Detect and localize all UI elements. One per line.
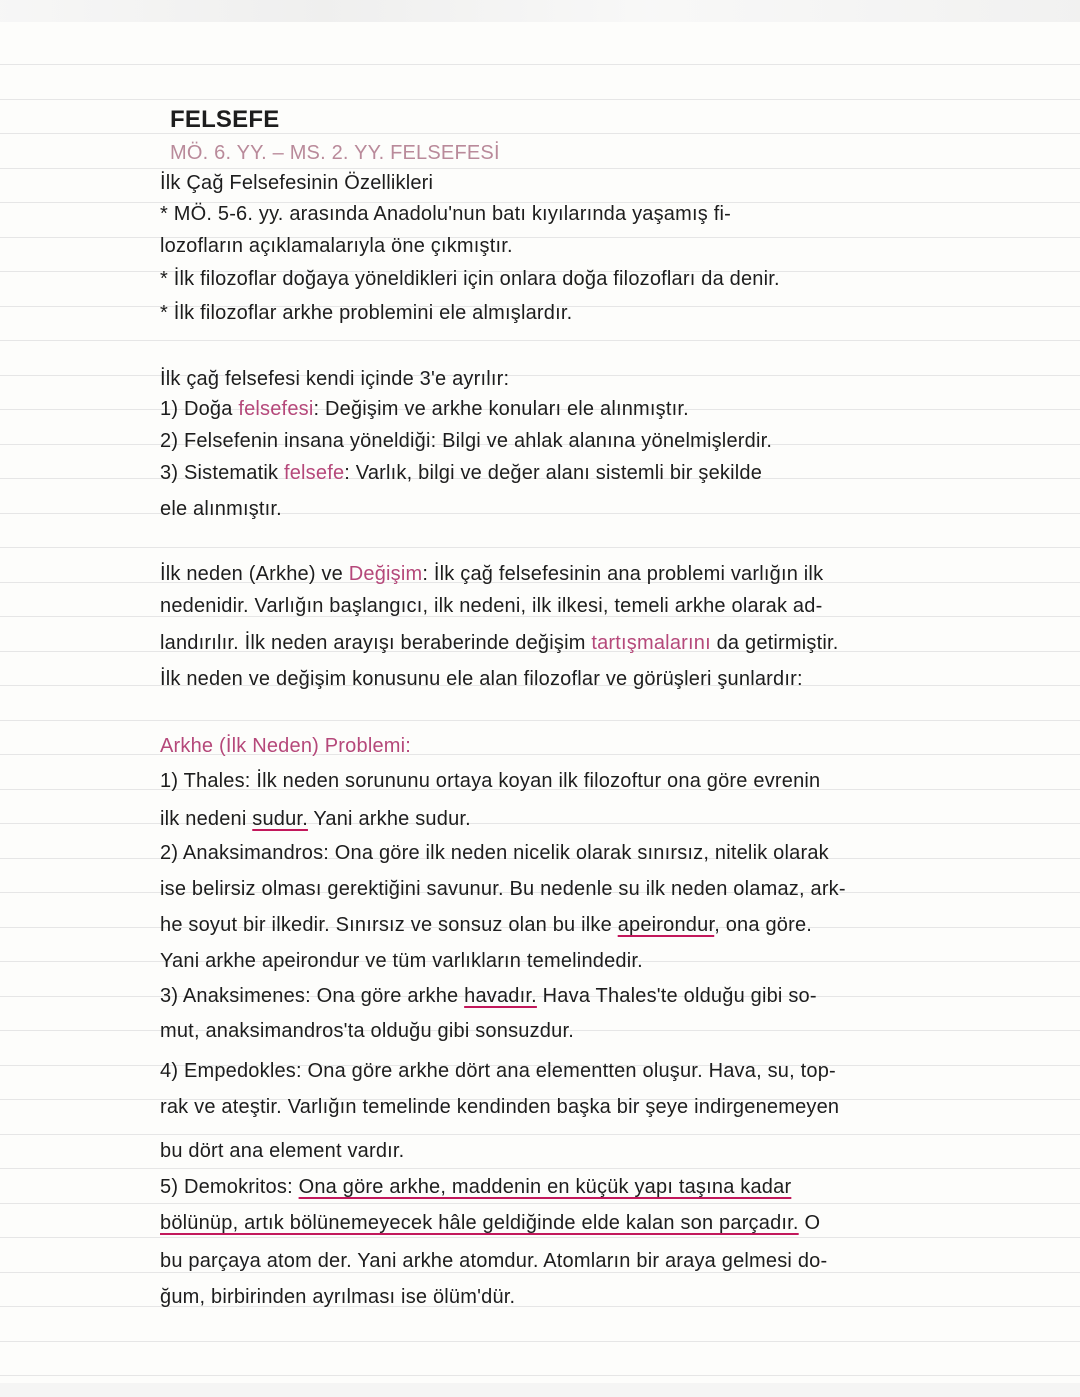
note-line <box>160 268 780 291</box>
note-line <box>160 914 812 937</box>
note-text: 1) Thales: İlk neden sorununu ortaya koyan ilk filozoftur ona göre evrenin <box>160 770 821 792</box>
note-line <box>160 1286 515 1309</box>
note-line <box>160 1060 836 1083</box>
note-line <box>160 770 820 793</box>
note-line <box>160 735 411 758</box>
note-text: felsefe <box>283 462 345 484</box>
note-text: * MÖ. 5-6. yy. arasında Anadolu'nun batı kıyılarında yaşamış fi- <box>160 203 731 225</box>
note-text: O <box>798 1212 821 1234</box>
rule-line <box>0 1203 1080 1204</box>
note-text: 5) Demokritos: <box>160 1176 299 1198</box>
rule-line <box>0 547 1080 548</box>
rule-line <box>0 64 1080 65</box>
note-line <box>160 172 433 195</box>
note-line <box>160 302 572 325</box>
note-line <box>160 498 282 521</box>
note-line <box>160 808 471 831</box>
underlined-text: havadır. <box>464 985 537 1007</box>
note-text: rak ve ateştir. Varlığın temelinde kendinden başka bir şeye indirgenemeyen <box>160 1096 840 1118</box>
note-text: felsefesi <box>238 398 314 420</box>
note-text: he soyut bir ilkedir. Sınırsız ve sonsuz olan bu ilke <box>160 914 618 936</box>
note-text: MÖ. 6. YY. – MS. 2. YY. FELSEFESİ <box>170 142 500 164</box>
note-text: : Değişim ve arkhe konuları ele alınmıştır. <box>313 398 689 420</box>
note-text: , ona göre. <box>714 914 813 936</box>
underlined-text: sudur. <box>252 808 308 830</box>
note-text: Yani arkhe apeirondur ve tüm varlıkların temelindedir. <box>160 950 643 972</box>
rule-line <box>0 1134 1080 1135</box>
scan-edge-top <box>0 0 1080 22</box>
note-line <box>160 1020 574 1043</box>
note-text: bu dört ana element vardır. <box>160 1140 405 1162</box>
note-text: * İlk filozoflar arkhe problemini ele almışlardır. <box>160 302 573 324</box>
rule-line <box>0 1168 1080 1169</box>
note-line <box>160 1212 820 1235</box>
rule-line <box>0 1375 1080 1376</box>
underlined-text: apeirondur <box>617 914 715 936</box>
note-text: 2) Felsefenin insana yöneldiği: Bilgi ve ahlak alanına yönelmişlerdir. <box>160 430 773 452</box>
note-line <box>160 1176 791 1199</box>
note-line <box>170 142 500 165</box>
note-text: mut, anaksimandros'ta olduğu gibi sonsuzdur. <box>160 1020 574 1042</box>
note-text: Arkhe (İlk Neden) Problemi: <box>160 735 412 757</box>
note-text: da getirmiştir. <box>710 632 839 654</box>
note-text: 4) Empedokles: Ona göre arkhe dört ana elementten oluşur. Hava, su, top- <box>160 1060 836 1082</box>
note-line <box>160 462 762 485</box>
note-text: : İlk çağ felsefesinin ana problemi varlığın ilk <box>422 563 824 585</box>
note-line <box>160 595 822 618</box>
note-text: İlk neden ve değişim konusunu ele alan filozoflar ve görüşleri şunlardır: <box>160 668 803 690</box>
note-text: tartışmalarını <box>591 632 711 654</box>
underlined-text: bölünüp, artık bölünemeyecek hâle geldiğinde elde kalan son parçadır. <box>160 1212 799 1234</box>
note-line <box>160 1250 827 1273</box>
page-title: FELSEFE <box>170 106 280 133</box>
rule-line <box>0 340 1080 341</box>
note-line <box>160 235 513 258</box>
note-line <box>160 878 846 901</box>
note-line <box>160 1096 839 1119</box>
rule-line <box>0 168 1080 169</box>
rule-line <box>0 1341 1080 1342</box>
note-text: Yani arkhe sudur. <box>307 808 471 830</box>
note-line <box>160 368 509 391</box>
note-text: Hava Thales'te olduğu gibi so- <box>536 985 817 1007</box>
note-text: 3) Sistematik <box>160 462 284 484</box>
note-text: nedenidir. Varlığın başlangıcı, ilk nedeni, ilk ilkesi, temeli arkhe olarak ad- <box>160 595 823 617</box>
note-line <box>160 668 803 691</box>
rule-line <box>0 99 1080 100</box>
underlined-text: Ona göre arkhe, maddenin en küçük yapı taşına kadar <box>298 1176 792 1198</box>
note-line <box>160 430 772 453</box>
note-line <box>160 950 643 973</box>
note-text: : Varlık, bilgi ve değer alanı sistemli bir şekilde <box>344 462 763 484</box>
note-text: 2) Anaksimandros: Ona göre ilk neden nicelik olarak sınırsız, nitelik olarak <box>160 842 829 864</box>
note-text: bu parçaya atom der. Yani arkhe atomdur. Atomların bir araya gelmesi do- <box>160 1250 828 1272</box>
note-text: ele alınmıştır. <box>160 498 282 520</box>
note-text: 1) Doğa <box>160 398 239 420</box>
note-text: Değişim <box>348 563 423 585</box>
note-text: İlk çağ felsefesi kendi içinde 3'e ayrılır: <box>160 368 510 390</box>
note-text: ise belirsiz olması gerektiğini savunur. Bu nedenle su ilk neden olamaz, ark- <box>160 878 846 900</box>
rule-line <box>0 133 1080 134</box>
note-line <box>160 398 689 421</box>
note-text: İlk Çağ Felsefesinin Özellikleri <box>160 172 434 194</box>
note-line <box>160 203 731 226</box>
note-text: ğum, birbirinden ayrılması ise ölüm'dür. <box>160 1286 516 1308</box>
note-line <box>160 842 829 865</box>
note-text: İlk neden (Arkhe) ve <box>160 563 349 585</box>
note-line <box>160 1140 404 1163</box>
note-text: * İlk filozoflar doğaya yöneldikleri için onlara doğa filozofları da denir. <box>160 268 780 290</box>
note-line <box>160 632 839 655</box>
rule-line <box>0 1237 1080 1238</box>
scan-edge-bottom <box>0 1383 1080 1397</box>
rule-line <box>0 720 1080 721</box>
note-line <box>160 985 817 1008</box>
note-text: ilk nedeni <box>160 808 253 830</box>
note-text: lozofların açıklamalarıyla öne çıkmıştır. <box>160 235 513 257</box>
note-text: 3) Anaksimenes: Ona göre arkhe <box>160 985 465 1007</box>
note-text: landırılır. İlk neden arayışı beraberinde değişim <box>160 632 592 654</box>
note-line <box>160 563 823 586</box>
